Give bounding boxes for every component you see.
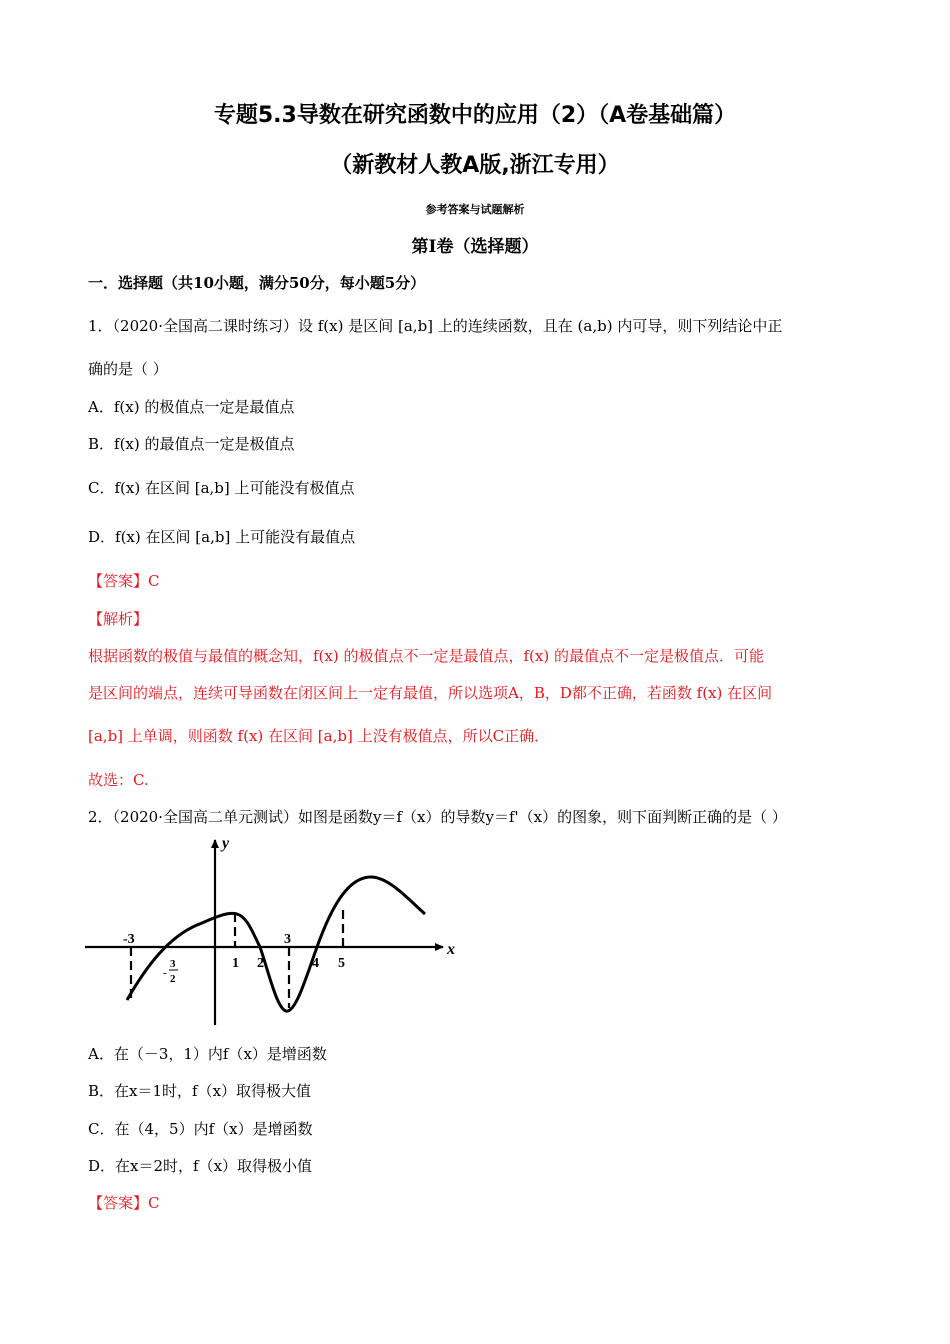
svg-text:3: 3 [170,958,176,970]
derivative-curve [127,877,425,1011]
title-line-2: （新教材人教A版,浙江专用） [330,153,620,178]
q2-option-b: B．在x＝1时，f（x）取得极大值 [88,1082,312,1100]
q2-stem: 2．（2020·全国高二单元测试）如图是函数y＝f（x）的导数y＝f'（x）的图象，则下面判断正确的是（ ） [88,808,787,826]
tick-label-4: 4 [312,956,319,971]
q2-answer: 【答案】C [88,1194,160,1212]
q2-option-c: C．在（4，5）内f（x）是增函数 [88,1120,313,1138]
q1-analysis-line-3: [a,b] 上单调，则函数 f(x) 在区间 [a,b] 上没有极值点，所以C正确． [88,727,550,745]
tick-label-3: 3 [284,932,291,947]
q2-option-a: A．在（－3，1）内f（x）是增函数 [88,1045,327,1063]
q1-option-a: A．f(x) 的极值点一定是最值点 [88,398,295,416]
q1-analysis-line-1: 根据函数的极值与最值的概念知，f(x) 的极值点不一定是最值点，f(x) 的最值点不一定是极值点．可能 [88,647,764,665]
q1-conclusion: 故选：C. [88,771,149,789]
q1-stem-line-2: 确的是（ ） [88,360,168,378]
q1-analysis-line-2: 是区间的端点，连续可导函数在闭区间上一定有最值，所以选项A，B，D都不正确，若函数 f(x) 在区间 [88,684,773,702]
q1-option-d: D．f(x) 在区间 [a,b] 上可能没有最值点 [88,528,356,546]
x-axis-label: x [447,941,455,958]
tick-label-5: 5 [338,956,345,971]
q1-option-b: B．f(x) 的最值点一定是极值点 [88,435,295,453]
volume-heading: 第Ⅰ卷（选择题） [411,237,539,257]
derivative-graph [85,828,465,1028]
q2-option-d: D．在x＝2时，f（x）取得极小值 [88,1157,313,1175]
svg-text:2: 2 [170,973,176,985]
tick-label-1: 1 [232,956,239,971]
tick-label-minus-3: -3 [123,932,135,947]
subtitle: 参考答案与试题解析 [425,203,525,216]
title-line-1: 专题5.3导数在研究函数中的应用（2）（A卷基础篇） [213,103,737,128]
q1-option-c: C．f(x) 在区间 [a,b] 上可能没有极值点 [88,479,355,497]
y-axis-label: y [222,835,230,852]
q1-stem-line-1: 1．（2020·全国高二课时练习）设 f(x) 是区间 [a,b] 上的连续函数，且在 (a,b) 内可导，则下列结论中正 [88,317,783,335]
svg-text:-: - [163,967,167,979]
tick-label-2: 2 [257,956,264,971]
tick-label-minus-three-halves [163,958,178,985]
section-heading: 一．选择题（共10小题，满分50分，每小题5分） [88,274,426,292]
q1-analysis-label: 【解析】 [88,610,149,628]
q1-answer: 【答案】C [88,572,160,590]
